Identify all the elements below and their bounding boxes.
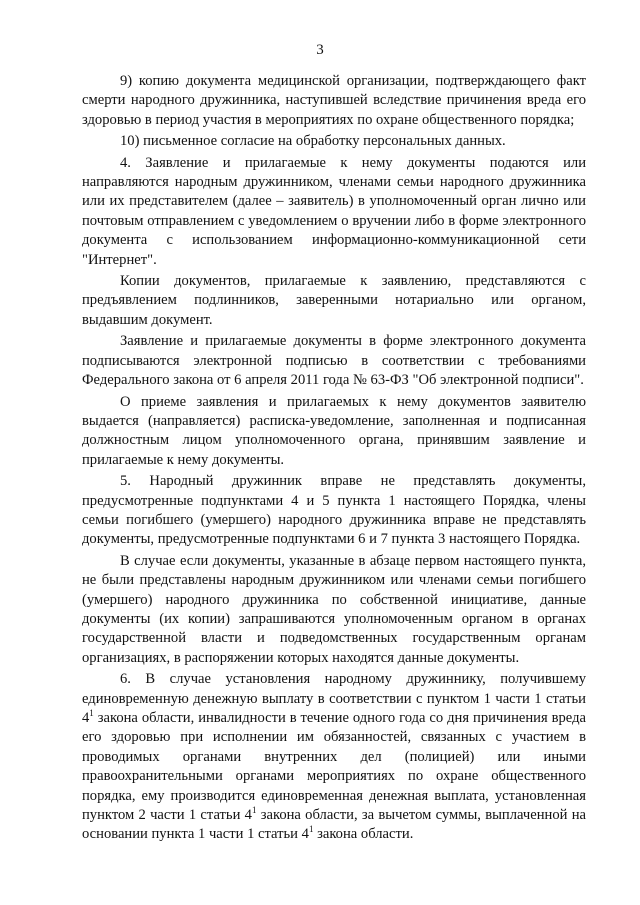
- paragraph-point-6-part-1: 6. В случае установления народному дружиннику, получившему единовременную денежную выплату в соответствии с пунктом 1 части 1 статьи 4: [82, 671, 586, 726]
- paragraph-point-4: 4. Заявление и прилагаемые к нему документы подаются или направляются народным дружинником, членами семьи народного дружинника или их представителем (далее – заявитель) в уполномоченный орган лично или почтовым отправлением с уведомлением о вручении либо в форме электронного документа с использованием информационно-коммуникационной сети "Интернет".: [82, 154, 586, 268]
- paragraph-receipt-notice: О приеме заявления и прилагаемых к нему документов заявителю выдается (направляется) расписка-уведомление, заполненная и подписанная должностным лицом уполномоченного органа, принявшим заявление и прилагаемые к нему документы.: [82, 393, 586, 468]
- page-number: 3: [316, 42, 324, 58]
- paragraph-request-documents: В случае если документы, указанные в абзаце первом настоящего пункта, не были представлены народным дружинником или членами семьи погибшего (умершего) народного дружинника по собственной инициативе, данные документы (их копии) запрашиваются уполномоченным органом в органах государственной власти и подведомственных государственным органам организациях, в распоряжении которых находятся данные документы.: [82, 552, 586, 666]
- paragraph-point-6-part-4: закона области.: [313, 826, 414, 843]
- paragraph-electronic-signature: Заявление и прилагаемые документы в форме электронного документа подписываются электронной подписью в соответствии с требованиями Федерального закона от 6 апреля 2011 года № 63-ФЗ "Об электронной подписи".: [82, 333, 586, 389]
- paragraph-item-9: 9) копию документа медицинской организации, подтверждающего факт смерти народного дружинника, наступившей вследствие причинения вреда его здоровью в период участия в мероприятиях по охране общественного порядка;: [82, 73, 586, 128]
- superscript-1: 1: [89, 708, 94, 719]
- paragraph-point-6-part-3: закона области, за вычетом суммы, выплаченной на основании пункта 1 части 1 статьи 4: [82, 807, 586, 843]
- paragraph-point-6-part-2: закона области, инвалидности в течение одного года со дня причинения вреда его здоровью при исполнении им обязанностей, связанных с участием в проводимых органами внутренних дел (полицией) или иными правоохранительными органами мероприятиях по охране общественного порядка, ему производится единовременная денежная выплата, установленная пунктом 2 части 1 статьи 4: [82, 710, 586, 824]
- paragraph-item-10: 10) письменное согласие на обработку персональных данных.: [120, 133, 506, 150]
- superscript-2: 1: [251, 805, 257, 816]
- paragraph-copies: Копии документов, прилагаемые к заявлению, представляются с предъявлением подлинников, заверенными нотариально или органом, выдавшим документ.: [82, 273, 586, 328]
- paragraph-point-6: [82, 670, 586, 845]
- paragraph-point-5: 5. Народный дружинник вправе не представлять документы, предусмотренные подпунктами 4 и 5 пункта 1 настоящего Порядка, члены семьи погибшего (умершего) народного дружинника вправе не представлять документы, предусмотренные подпунктами 6 и 7 пункта 3 настоящего Порядка.: [82, 473, 586, 548]
- document-body: [82, 72, 586, 845]
- superscript-3: 1: [308, 824, 314, 835]
